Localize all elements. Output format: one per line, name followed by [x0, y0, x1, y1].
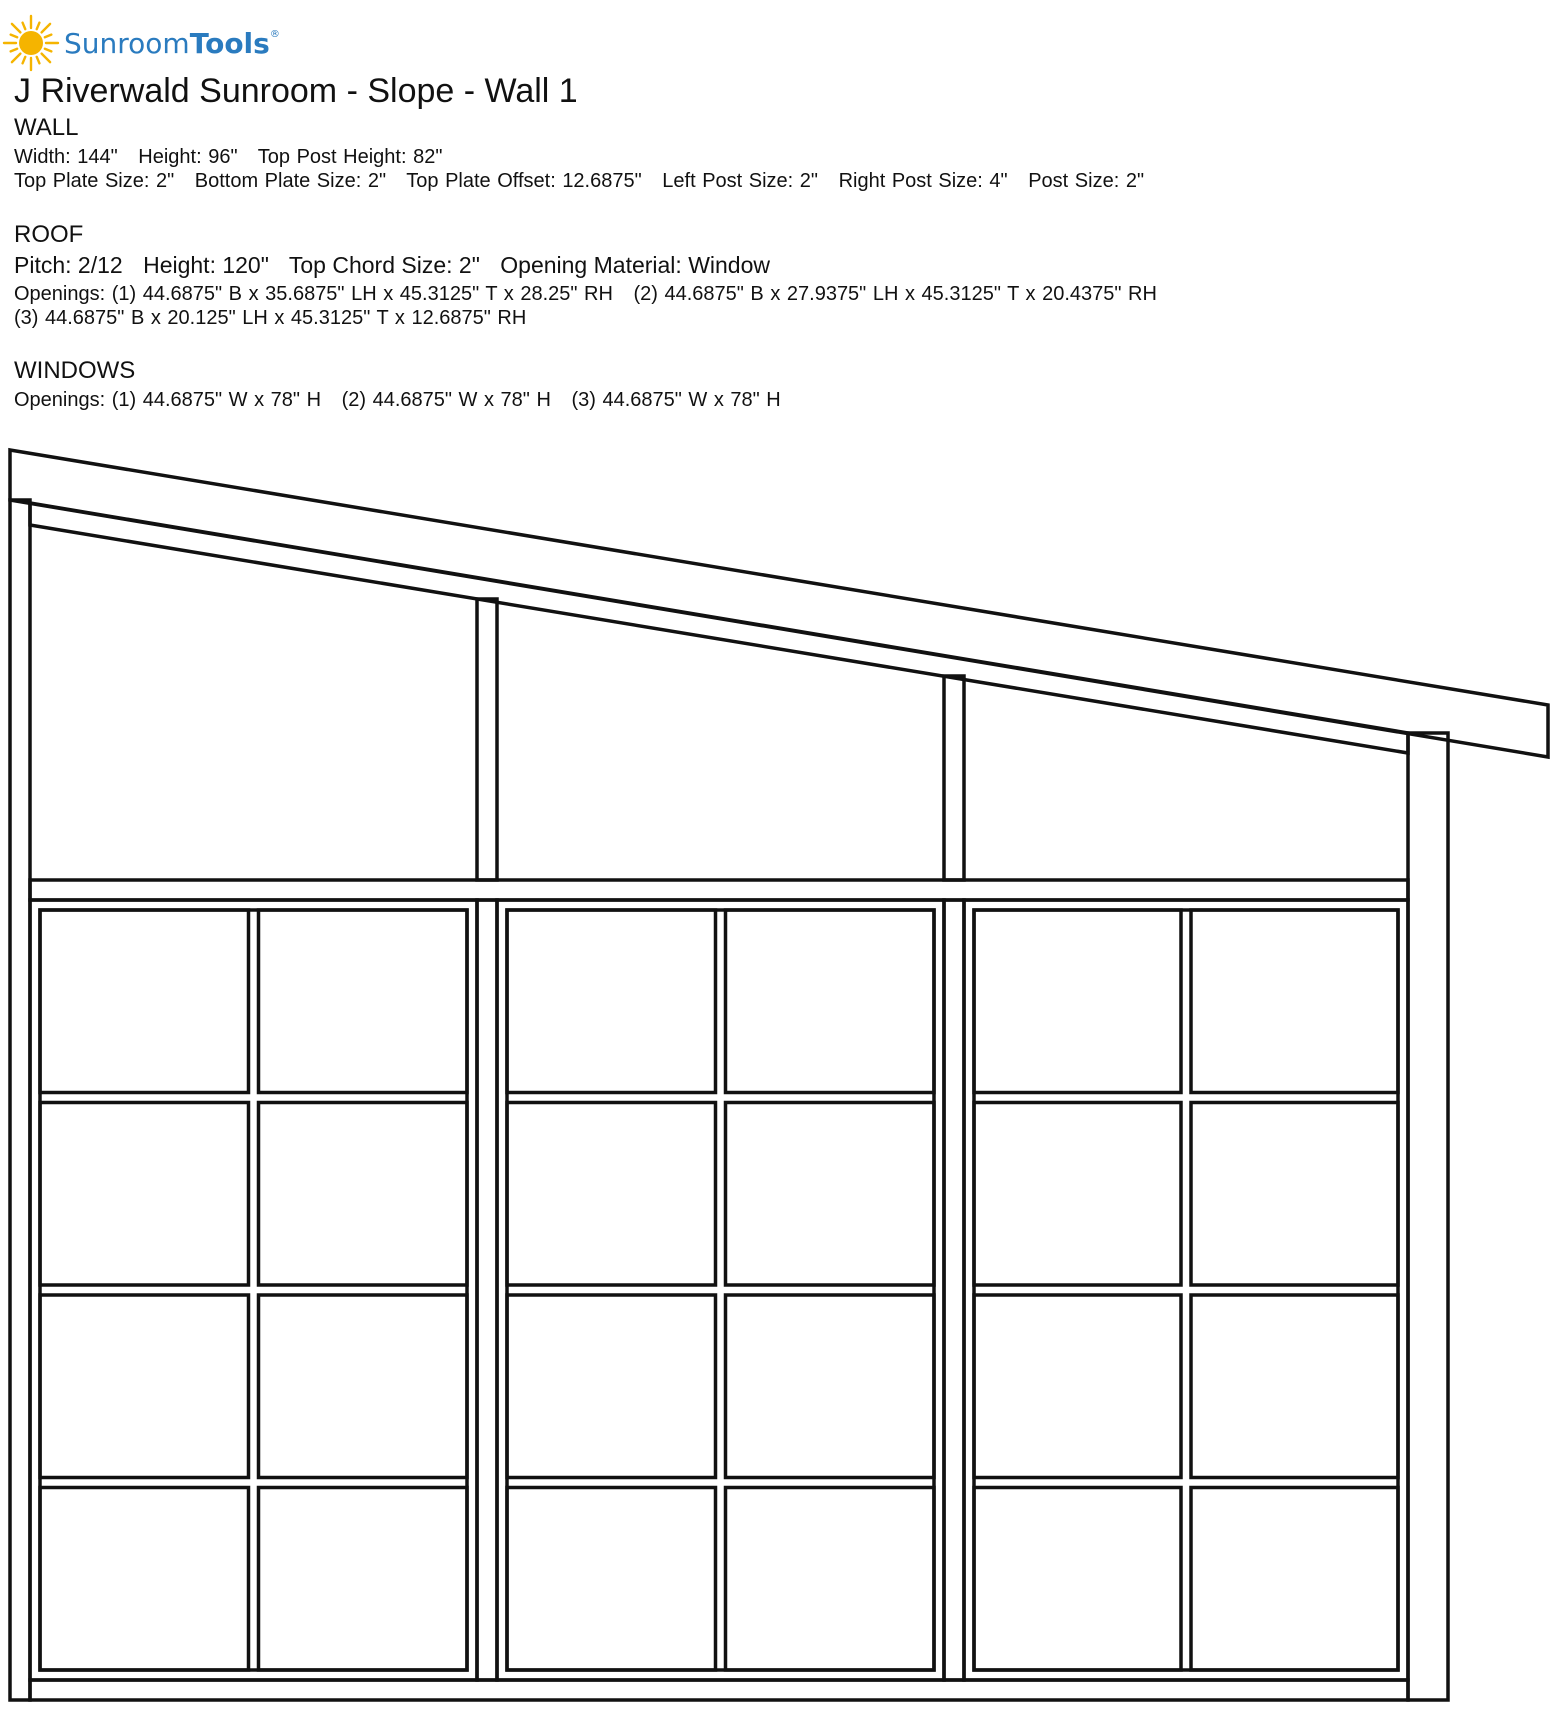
- window-pane: [726, 910, 935, 1093]
- window-pane: [726, 1295, 935, 1478]
- window-sash: [974, 910, 1398, 1670]
- window-pane: [1191, 1488, 1398, 1671]
- window-opening-2: (2) 44.6875" W x 78" H: [341, 389, 551, 411]
- window-pane: [40, 910, 249, 1093]
- wall-width: Width: 144": [14, 146, 118, 168]
- roof-opening-2: (2) 44.6875" B x 27.9375" LH x 45.3125" T x 20.4375" RH: [633, 283, 1157, 305]
- window-pane: [507, 1103, 716, 1286]
- window-frame: [964, 900, 1408, 1680]
- wall-top-plate-offset: Top Plate Offset: 12.6875": [406, 170, 642, 192]
- window-pane: [259, 1488, 468, 1671]
- window-pane: [259, 1295, 468, 1478]
- window-pane: [974, 1295, 1181, 1478]
- left-post: [10, 500, 30, 1700]
- wall-top-plate-size: Top Plate Size: 2": [14, 170, 175, 192]
- window-pane: [974, 1488, 1181, 1671]
- wall-bottom-plate-size: Bottom Plate Size: 2": [194, 170, 387, 192]
- windows-openings-label: Openings:: [14, 389, 106, 411]
- stud-upper-2: [944, 676, 964, 880]
- bottom-plate: [30, 1680, 1408, 1700]
- window-pane: [726, 1488, 935, 1671]
- window-pane: [974, 910, 1181, 1093]
- window-opening-1: (1) 44.6875" W x 78" H: [111, 389, 322, 411]
- page-title: J Riverwald Sunroom - Slope - Wall 1: [14, 72, 578, 110]
- wall-right-post-size: Right Post Size: 4": [838, 170, 1008, 192]
- window-pane: [974, 1103, 1181, 1286]
- window-pane: [1191, 1103, 1398, 1286]
- window-pane: [507, 910, 716, 1093]
- wall-post-size: Post Size: 2": [1028, 170, 1145, 192]
- window-pane: [40, 1103, 249, 1286]
- roof-opening-3: (3) 44.6875" B x 20.125" LH x 45.3125" T x 12.6875" RH: [14, 307, 527, 329]
- window-sash: [507, 910, 934, 1670]
- roof-opening-1: (1) 44.6875" B x 35.6875" LH x 45.3125" T x 28.25" RH: [111, 283, 613, 305]
- window-header: [30, 880, 1408, 900]
- roof-heading: ROOF: [14, 221, 84, 248]
- top-plate: [30, 503, 1408, 753]
- window-pane: [507, 1295, 716, 1478]
- window-sash: [40, 910, 467, 1670]
- window-pane: [1191, 910, 1398, 1093]
- right-post: [1408, 733, 1448, 1700]
- window-frame: [497, 900, 944, 1680]
- window-pane: [507, 1488, 716, 1671]
- window-frame: [30, 900, 477, 1680]
- wall-top-post-height: Top Post Height: 82": [257, 146, 443, 168]
- window-pane: [259, 910, 468, 1093]
- window-pane: [726, 1103, 935, 1286]
- wall-height: Height: 96": [138, 146, 238, 168]
- wall-left-post-size: Left Post Size: 2": [662, 170, 819, 192]
- roof-height: Height: 120": [143, 252, 269, 278]
- window-pane: [259, 1103, 468, 1286]
- stud-upper-1: [477, 599, 497, 880]
- roof-opening-material: Opening Material: Window: [500, 252, 770, 278]
- brand-name: SunroomTools®: [64, 26, 280, 60]
- wall-heading: WALL: [14, 114, 79, 141]
- roof-top-chord: [10, 450, 1548, 757]
- roof-openings-label: Openings:: [14, 283, 106, 305]
- windows-heading: WINDOWS: [14, 357, 136, 384]
- window-opening-3: (3) 44.6875" W x 78" H: [571, 389, 781, 411]
- window-pane: [40, 1295, 249, 1478]
- stud-lower-2: [944, 900, 964, 1680]
- roof-pitch: Pitch: 2/12: [14, 252, 123, 278]
- stud-lower-1: [477, 900, 497, 1680]
- window-pane: [1191, 1295, 1398, 1478]
- roof-top-chord-size: Top Chord Size: 2": [288, 252, 480, 278]
- window-pane: [40, 1488, 249, 1671]
